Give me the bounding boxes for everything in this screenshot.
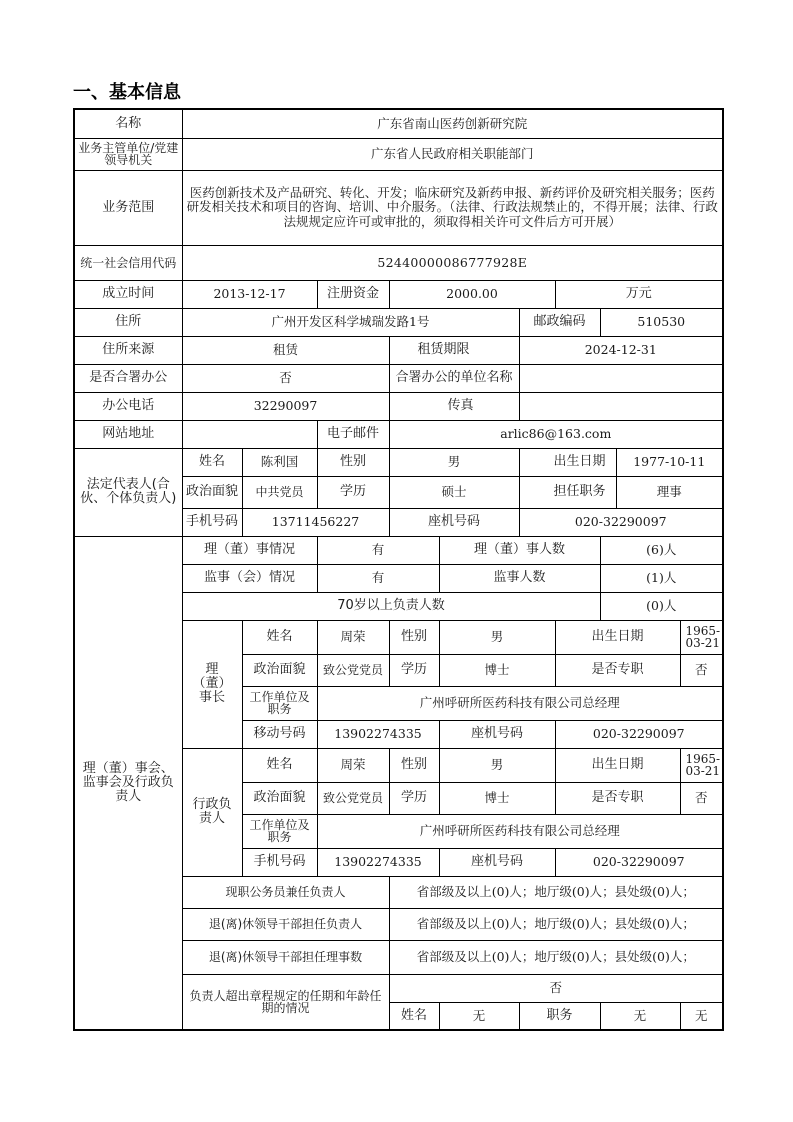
- supervisor-value: 广东省人民政府相关职能部门: [182, 138, 723, 170]
- legal-rep-mobile-value: 13711456227: [242, 508, 389, 536]
- chairman-mobile-label: 移动号码: [242, 720, 317, 748]
- founded-label: 成立时间: [74, 280, 182, 308]
- legal-rep-name-label: 姓名: [182, 448, 242, 476]
- over70-label: 70岁以上负责人数: [182, 592, 600, 620]
- admin-landline-value: 020-32290097: [555, 848, 723, 876]
- credit-code-label: 统一社会信用代码: [74, 245, 182, 280]
- admin-politics-label: 政治面貌: [242, 782, 317, 814]
- scope-value: 医药创新技术及产品研究、转化、开发；临床研究及新药申报、新药评价及研究相关服务；医药研发相关技术和项目的咨询、培训、中介服务。（法律、行政法规禁止的，不得开展；法律、行政法规规定应许可或审批的，须取得相关许可文件后方可开展）: [182, 170, 723, 245]
- supervisor-label: 业务主管单位/党建领导机关: [74, 138, 182, 170]
- email-label: 电子邮件: [317, 420, 389, 448]
- lease-value: 2024-12-31: [519, 336, 723, 364]
- basic-info-table: [73, 108, 724, 1031]
- lease-label: 租赁期限: [389, 336, 519, 364]
- retired-director-value: 省部级及以上(0)人；地厅级(0)人；县处级(0)人；: [389, 940, 723, 974]
- chairman-education-label: 学历: [389, 654, 439, 686]
- admin-education-label: 学历: [389, 782, 439, 814]
- overterm-extra-value: 无: [680, 1002, 723, 1030]
- shared-unit-value: [519, 364, 723, 392]
- chairman-role-label: 理（董）事长: [182, 620, 242, 748]
- council-label: 理（董）事情况: [182, 536, 317, 564]
- chairman-landline-label: 座机号码: [439, 720, 555, 748]
- admin-mobile-label: 手机号码: [242, 848, 317, 876]
- overterm-name-label: 姓名: [389, 1002, 439, 1030]
- shared-unit-label: 合署办公的单位名称: [389, 364, 519, 392]
- founded-value: 2013-12-17: [182, 280, 317, 308]
- retired-leader-label: 退(离)休领导干部担任负责人: [182, 908, 389, 940]
- address-source-value: 租赁: [182, 336, 389, 364]
- shared-office-value: 否: [182, 364, 389, 392]
- chairman-work-value: 广州呼研所医药科技有限公司总经理: [317, 686, 723, 720]
- admin-fulltime-label: 是否专职: [555, 782, 680, 814]
- legal-rep-mobile-label: 手机号码: [182, 508, 242, 536]
- legal-rep-landline-label: 座机号码: [389, 508, 519, 536]
- overterm-label: 负责人超出章程规定的任期和年龄任期的情况: [182, 974, 389, 1030]
- admin-work-label: 工作单位及职务: [242, 814, 317, 848]
- legal-rep-politics-label: 政治面貌: [182, 476, 242, 508]
- supervisor-board-value: 有: [317, 564, 439, 592]
- chairman-gender-value: 男: [439, 620, 555, 654]
- chairman-fulltime-label: 是否专职: [555, 654, 680, 686]
- supervisor-count-value: (1)人: [600, 564, 723, 592]
- chairman-gender-label: 性别: [389, 620, 439, 654]
- fax-value: [519, 392, 723, 420]
- chairman-name-value: 周荣: [317, 620, 389, 654]
- website-value: [182, 420, 317, 448]
- admin-education-value: 博士: [439, 782, 555, 814]
- chairman-mobile-value: 13902274335: [317, 720, 439, 748]
- shared-office-label: 是否合署办公: [74, 364, 182, 392]
- scope-label: 业务范围: [74, 170, 182, 245]
- name-value: 广东省南山医药创新研究院: [182, 109, 723, 138]
- chairman-education-value: 博士: [439, 654, 555, 686]
- over70-value: (0)人: [600, 592, 723, 620]
- admin-role-label: 行政负责人: [182, 748, 242, 876]
- postcode-value: 510530: [600, 308, 723, 336]
- board-label: 理（董）事会、监事会及行政负责人: [74, 536, 182, 1030]
- chairman-birth-label: 出生日期: [555, 620, 680, 654]
- retired-director-label: 退(离)休领导干部担任理事数: [182, 940, 389, 974]
- admin-name-label: 姓名: [242, 748, 317, 782]
- retired-leader-value: 省部级及以上(0)人；地厅级(0)人；县处级(0)人；: [389, 908, 723, 940]
- address-label: 住所: [74, 308, 182, 336]
- chairman-name-label: 姓名: [242, 620, 317, 654]
- legal-rep-landline-value: 020-32290097: [519, 508, 723, 536]
- phone-value: 32290097: [182, 392, 389, 420]
- chairman-birth-value: 1965-03-21: [680, 620, 723, 654]
- legal-rep-birth-label: 出生日期: [519, 448, 616, 476]
- admin-gender-label: 性别: [389, 748, 439, 782]
- legal-rep-politics-value: 中共党员: [242, 476, 317, 508]
- admin-birth-label: 出生日期: [555, 748, 680, 782]
- page-title: 一、基本信息: [73, 82, 181, 103]
- chairman-work-label: 工作单位及职务: [242, 686, 317, 720]
- civil-servant-value: 省部级及以上(0)人；地厅级(0)人；县处级(0)人；: [389, 876, 723, 908]
- council-value: 有: [317, 536, 439, 564]
- admin-fulltime-value: 否: [680, 782, 723, 814]
- name-label: 名称: [74, 109, 182, 138]
- overterm-name-value: 无: [439, 1002, 519, 1030]
- admin-gender-value: 男: [439, 748, 555, 782]
- website-label: 网站地址: [74, 420, 182, 448]
- civil-servant-label: 现职公务员兼任负责人: [182, 876, 389, 908]
- chairman-politics-label: 政治面貌: [242, 654, 317, 686]
- address-source-label: 住所来源: [74, 336, 182, 364]
- capital-value: 2000.00: [389, 280, 555, 308]
- supervisor-count-label: 监事人数: [439, 564, 600, 592]
- legal-rep-birth-value: 1977-10-11: [616, 448, 723, 476]
- postcode-label: 邮政编码: [519, 308, 600, 336]
- fax-label: 传真: [389, 392, 519, 420]
- overterm-position-value: 无: [600, 1002, 680, 1030]
- address-value: 广州开发区科学城瑞发路1号: [182, 308, 519, 336]
- overterm-value: 否: [389, 974, 723, 1002]
- legal-rep-gender-label: 性别: [317, 448, 389, 476]
- admin-mobile-value: 13902274335: [317, 848, 439, 876]
- supervisor-board-label: 监事（会）情况: [182, 564, 317, 592]
- chairman-politics-value: 致公党党员: [317, 654, 389, 686]
- legal-rep-label: 法定代表人(合伙、个体负责人): [74, 448, 182, 536]
- admin-birth-value: 1965-03-21: [680, 748, 723, 782]
- capital-unit: 万元: [555, 280, 723, 308]
- legal-rep-position-label: 担任职务: [519, 476, 616, 508]
- phone-label: 办公电话: [74, 392, 182, 420]
- chairman-fulltime-value: 否: [680, 654, 723, 686]
- council-count-value: (6)人: [600, 536, 723, 564]
- email-value: arlic86@163.com: [389, 420, 723, 448]
- admin-landline-label: 座机号码: [439, 848, 555, 876]
- overterm-position-label: 职务: [519, 1002, 600, 1030]
- legal-rep-gender-value: 男: [389, 448, 519, 476]
- admin-work-value: 广州呼研所医药科技有限公司总经理: [317, 814, 723, 848]
- admin-politics-value: 致公党党员: [317, 782, 389, 814]
- legal-rep-position-value: 理事: [616, 476, 723, 508]
- chairman-landline-value: 020-32290097: [555, 720, 723, 748]
- capital-label: 注册资金: [317, 280, 389, 308]
- legal-rep-education-label: 学历: [317, 476, 389, 508]
- credit-code-value: 52440000086777928E: [182, 245, 723, 280]
- admin-name-value: 周荣: [317, 748, 389, 782]
- council-count-label: 理（董）事人数: [439, 536, 600, 564]
- legal-rep-name-value: 陈利国: [242, 448, 317, 476]
- legal-rep-education-value: 硕士: [389, 476, 519, 508]
